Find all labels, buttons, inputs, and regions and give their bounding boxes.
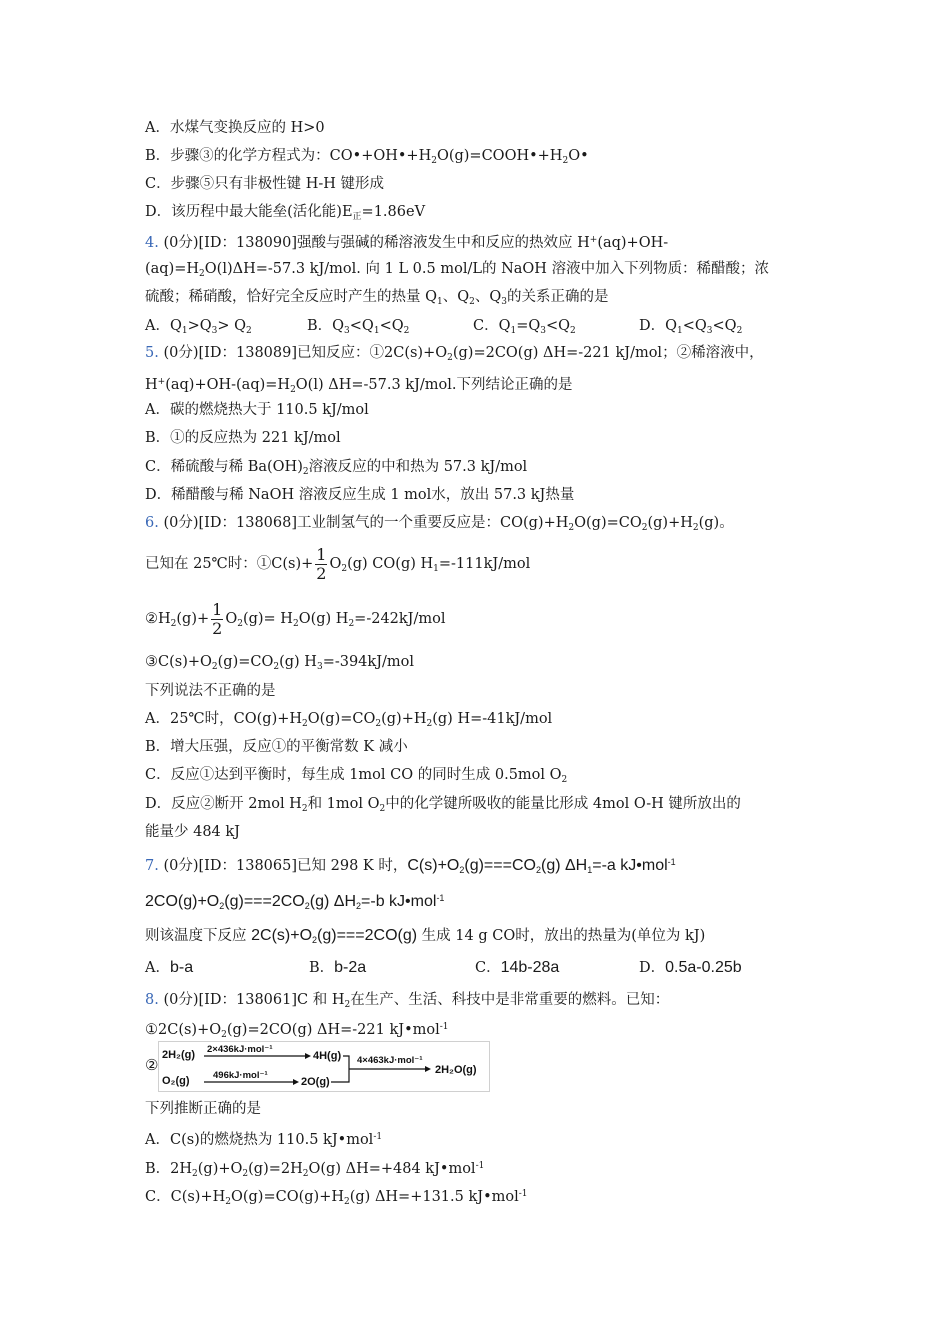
fraction-one-half: $\frac{1}{2}$	[212, 599, 223, 638]
q6-reaction-3: $③C(s)+O_2(g)=CO_2(g)$ $H_3=-394kJ$/mol	[145, 654, 415, 672]
question-number: 7.	[145, 858, 159, 874]
q4-options	[145, 316, 742, 341]
diagram-label-o-bond: 496kJ·mol⁻¹	[213, 1070, 268, 1081]
q8-option-c[interactable]: C．$C(s)+H_2O(g)=CO(g)+H_2(g)$ ΔH=+131.5 kJ•mol$^{-1}$	[145, 1189, 528, 1207]
circled-two-label: ②	[145, 1056, 159, 1074]
q8-question-stem: 下列推断正确的是	[145, 1101, 261, 1117]
q4-option-b[interactable]: B．$Q_3<Q_1<Q_2$	[307, 318, 410, 336]
q4-stem-line1: 4. (0分)[ID：138090]强酸与强碱的稀溶液发生中和反应的热效应 H+(aq)+OH-	[145, 235, 669, 251]
diagram-label-h-bond: 2×436kJ·mol⁻¹	[207, 1044, 273, 1055]
bond-energy-diagram	[158, 1041, 490, 1092]
diagram-reactant-o2: O₂(g)	[162, 1075, 190, 1087]
q4-option-c[interactable]: C．$Q_1=Q_3<Q_2$	[473, 318, 576, 336]
diagram-product-4h: 4H(g)	[313, 1050, 342, 1062]
q8-stem-line1: 8. (0分)[ID：138061]C 和 $H_2$在生产、生活、科技中是非常重要的燃料。已知：	[145, 992, 670, 1010]
q4-stem-line3: 硫酸；稀硝酸，恰好完全反应时产生的热量 $Q_1$、$Q_2$、$Q_3$的关系正确的是	[145, 289, 609, 307]
arrow-head	[425, 1066, 431, 1072]
q8-reaction-1: $①2C(s)+O_2(g)=2CO(g)$ ΔH=-221 kJ•mol$^{-1}$	[145, 1022, 449, 1040]
q5-option-d[interactable]: D．稀醋酸与稀 NaOH 溶液反应生成 1 mol水，放出 57.3 kJ热量	[145, 487, 575, 503]
q4-stem-line2: $(aq)=H_2O(l)\Delta H=-57.3$ kJ/mol. 向 1 L 0.5 mol/L的 NaOH 溶液中加入下列物质：稀醋酸；浓	[145, 261, 770, 279]
q7-stem-line1: 7. (0分)[ID：138065]已知 298 K 时，$C(s)+O_2(g)===CO_2(g)$ $\Delta H_1=-a$ kJ•mol$^{-1}$	[145, 857, 676, 875]
q5-stem-line1: 5. (0分)[ID：138089]已知反应：$①2C(s)+O_2(g)=2CO(g)$ ΔH=-221 kJ/mol；②稀溶液中，	[145, 345, 764, 363]
q6-question-stem: 下列说法不正确的是	[145, 683, 276, 699]
q6-option-a[interactable]: A．25℃时，$CO(g)+H_2O(g)=CO_2(g)+H_2(g)$ H=-41kJ/mol	[145, 711, 553, 729]
q6-reaction-2: $②H_2(g)+$ $\frac{1}{2}$ $O_2(g)= H_2O(g)$ $H_2=-242kJ$/mol	[145, 599, 446, 638]
q7-option-b[interactable]: B．b-2a	[309, 959, 367, 976]
q3-option-c: C．步骤⑤只有非极性键 H-H 键形成	[145, 176, 385, 192]
q6-option-c[interactable]: C．反应①达到平衡时，每生成 1mol CO 的同时生成 0.5mol $O_2$	[145, 767, 568, 785]
q8-option-a[interactable]: A．C(s)的燃烧热为 110.5 kJ•mol$^{-1}$	[145, 1132, 383, 1148]
q8-option-b[interactable]: B．$2H_2(g)+O_2(g)=2H_2O(g)$ ΔH=+484 kJ•mol$^{-1}$	[145, 1161, 485, 1179]
q6-option-d[interactable]: D．反应②断开 2mol $H_2$和 1mol $O_2$中的化学键所吸收的能量比形成 4mol O-H 键所放出的	[145, 796, 741, 814]
diagram-product-water: 2H₂O(g)	[435, 1064, 477, 1076]
diagram-product-2o: 2O(g)	[301, 1076, 330, 1088]
q3-option-b: B．步骤③的化学方程式为：$CO•+OH•+H_2O(g)=COOH•+H_2O•$	[145, 148, 589, 166]
q7-equation-2: $2CO(g)+O_2(g)===2CO_2(g)$ $\Delta H_2=-b$ kJ•mol$^{-1}$	[145, 893, 445, 911]
arrow-head	[293, 1079, 299, 1085]
question-number: 8.	[145, 992, 159, 1008]
q3-option-a: A．水煤气变换反应的 H>0	[145, 120, 325, 136]
q6-option-d-cont: 能量少 484 kJ	[145, 824, 240, 840]
q5-option-a[interactable]: A．碳的燃烧热大于 110.5 kJ/mol	[145, 402, 369, 418]
fraction-one-half: $\frac{1}{2}$	[316, 544, 327, 583]
diagram-reactant-h2: 2H₂(g)	[162, 1049, 195, 1061]
diagram-label-oh-bond: 4×463kJ·mol⁻¹	[357, 1055, 423, 1066]
q4-option-d[interactable]: D．$Q_1<Q_3<Q_2$	[639, 318, 743, 336]
q6-reaction-1: 已知在 25℃时：①C(s)+ $\frac{1}{2}$ $O_2(g)$ CO(g) $H_1=-111kJ$/mol	[145, 544, 531, 583]
q7-stem-line3: 则该温度下反应 $2C(s)+O_2(g)===2CO(g)$ 生成 14 g CO时，放出的热量为(单位为 kJ)	[145, 927, 706, 945]
q7-option-d[interactable]: D．0.5a-0.25b	[639, 959, 742, 976]
q7-options	[145, 958, 742, 978]
q6-stem-line1: 6. (0分)[ID：138068]工业制氢气的一个重要反应是：$CO(g)+H_2O(g)=CO_2(g)+H_2(g)$。	[145, 515, 734, 533]
q5-stem-line2: $H^+(aq)+OH-(aq)=H_2O(l)$ ΔH=-57.3 kJ/mol.下列结论正确的是	[145, 377, 573, 395]
q7-option-a[interactable]: A．b-a	[145, 959, 194, 976]
q3-option-d: D．该历程中最大能垒(活化能)$E_正=1.86eV$	[145, 204, 426, 222]
arrow-head	[305, 1053, 311, 1059]
q6-option-b[interactable]: B．增大压强，反应①的平衡常数 K 减小	[145, 739, 408, 755]
question-number: 4.	[145, 235, 159, 251]
question-number: 6.	[145, 515, 159, 531]
q5-option-c[interactable]: C．稀硫酸与稀 $Ba(OH)_2$溶液反应的中和热为 57.3 kJ/mol	[145, 459, 528, 477]
q5-option-b[interactable]: B．①的反应热为 221 kJ/mol	[145, 430, 341, 446]
q7-option-c[interactable]: C．14b-28a	[475, 959, 560, 976]
question-number: 5.	[145, 345, 159, 361]
q4-option-a[interactable]: A．$Q_1>Q_3> Q_2$	[145, 318, 252, 336]
